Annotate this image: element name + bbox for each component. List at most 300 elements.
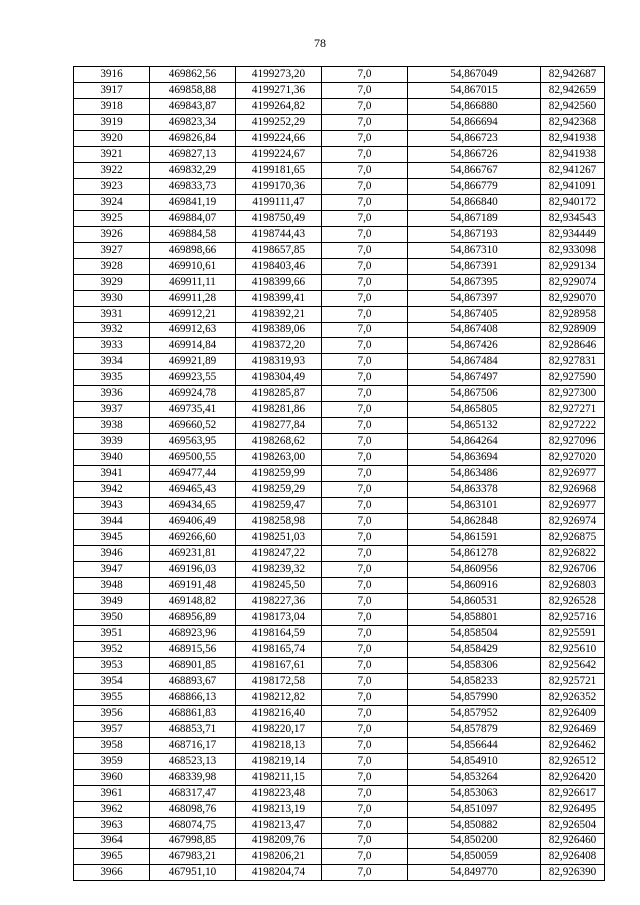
- longitude-cell: 82,927096: [541, 434, 605, 450]
- point-number-cell: 3949: [74, 593, 150, 609]
- table-row: [74, 753, 605, 769]
- x-coordinate-cell: 468716,17: [150, 737, 236, 753]
- point-number-cell: 3942: [74, 482, 150, 498]
- table-row: [74, 689, 605, 705]
- table-row: [74, 98, 605, 114]
- y-coordinate-cell: 4198403,46: [236, 258, 322, 274]
- longitude-cell: 82,926469: [541, 721, 605, 737]
- point-number-cell: 3924: [74, 194, 150, 210]
- x-coordinate-cell: 469148,82: [150, 593, 236, 609]
- accuracy-cell: 7,0: [322, 354, 408, 370]
- accuracy-cell: 7,0: [322, 530, 408, 546]
- x-coordinate-cell: 468915,56: [150, 641, 236, 657]
- point-number-cell: 3947: [74, 562, 150, 578]
- table-row: [74, 833, 605, 849]
- longitude-cell: 82,941267: [541, 162, 605, 178]
- x-coordinate-cell: 469827,13: [150, 146, 236, 162]
- y-coordinate-cell: 4198219,14: [236, 753, 322, 769]
- point-number-cell: 3964: [74, 833, 150, 849]
- table-row: [74, 82, 605, 98]
- table-row: [74, 498, 605, 514]
- x-coordinate-cell: 469921,89: [150, 354, 236, 370]
- y-coordinate-cell: 4198165,74: [236, 641, 322, 657]
- accuracy-cell: 7,0: [322, 514, 408, 530]
- longitude-cell: 82,926706: [541, 562, 605, 578]
- latitude-cell: 54,866779: [408, 178, 541, 194]
- accuracy-cell: 7,0: [322, 258, 408, 274]
- point-number-cell: 3927: [74, 242, 150, 258]
- x-coordinate-cell: 468074,75: [150, 817, 236, 833]
- point-number-cell: 3957: [74, 721, 150, 737]
- longitude-cell: 82,926968: [541, 482, 605, 498]
- latitude-cell: 54,861278: [408, 546, 541, 562]
- x-coordinate-cell: 469406,49: [150, 514, 236, 530]
- x-coordinate-cell: 469841,19: [150, 194, 236, 210]
- point-number-cell: 3953: [74, 657, 150, 673]
- table-row: [74, 593, 605, 609]
- accuracy-cell: 7,0: [322, 578, 408, 594]
- y-coordinate-cell: 4198259,47: [236, 498, 322, 514]
- longitude-cell: 82,940172: [541, 194, 605, 210]
- table-row: [74, 609, 605, 625]
- point-number-cell: 3935: [74, 370, 150, 386]
- point-number-cell: 3945: [74, 530, 150, 546]
- y-coordinate-cell: 4198750,49: [236, 210, 322, 226]
- latitude-cell: 54,851097: [408, 801, 541, 817]
- point-number-cell: 3916: [74, 67, 150, 83]
- latitude-cell: 54,865132: [408, 418, 541, 434]
- table-row: [74, 482, 605, 498]
- x-coordinate-cell: 468893,67: [150, 673, 236, 689]
- accuracy-cell: 7,0: [322, 657, 408, 673]
- y-coordinate-cell: 4198239,32: [236, 562, 322, 578]
- accuracy-cell: 7,0: [322, 146, 408, 162]
- y-coordinate-cell: 4198304,49: [236, 370, 322, 386]
- longitude-cell: 82,942560: [541, 98, 605, 114]
- y-coordinate-cell: 4199271,36: [236, 82, 322, 98]
- accuracy-cell: 7,0: [322, 402, 408, 418]
- longitude-cell: 82,926390: [541, 865, 605, 881]
- y-coordinate-cell: 4199224,66: [236, 130, 322, 146]
- x-coordinate-cell: 469563,95: [150, 434, 236, 450]
- y-coordinate-cell: 4198744,43: [236, 226, 322, 242]
- x-coordinate-cell: 469914,84: [150, 338, 236, 354]
- y-coordinate-cell: 4198399,41: [236, 290, 322, 306]
- latitude-cell: 54,858233: [408, 673, 541, 689]
- latitude-cell: 54,850200: [408, 833, 541, 849]
- latitude-cell: 54,853264: [408, 769, 541, 785]
- table-row: [74, 865, 605, 881]
- point-number-cell: 3960: [74, 769, 150, 785]
- longitude-cell: 82,925610: [541, 641, 605, 657]
- longitude-cell: 82,929074: [541, 274, 605, 290]
- accuracy-cell: 7,0: [322, 801, 408, 817]
- table-row: [74, 546, 605, 562]
- x-coordinate-cell: 469823,34: [150, 114, 236, 130]
- x-coordinate-cell: 469500,55: [150, 450, 236, 466]
- y-coordinate-cell: 4198223,48: [236, 785, 322, 801]
- latitude-cell: 54,850059: [408, 849, 541, 865]
- x-coordinate-cell: 468523,13: [150, 753, 236, 769]
- table-row: [74, 242, 605, 258]
- x-coordinate-cell: 467951,10: [150, 865, 236, 881]
- accuracy-cell: 7,0: [322, 833, 408, 849]
- longitude-cell: 82,941938: [541, 130, 605, 146]
- longitude-cell: 82,925642: [541, 657, 605, 673]
- point-number-cell: 3954: [74, 673, 150, 689]
- accuracy-cell: 7,0: [322, 306, 408, 322]
- y-coordinate-cell: 4198164,59: [236, 625, 322, 641]
- x-coordinate-cell: 469434,65: [150, 498, 236, 514]
- table-row: [74, 194, 605, 210]
- y-coordinate-cell: 4198218,13: [236, 737, 322, 753]
- accuracy-cell: 7,0: [322, 849, 408, 865]
- point-number-cell: 3958: [74, 737, 150, 753]
- longitude-cell: 82,942659: [541, 82, 605, 98]
- point-number-cell: 3955: [74, 689, 150, 705]
- x-coordinate-cell: 469910,61: [150, 258, 236, 274]
- accuracy-cell: 7,0: [322, 418, 408, 434]
- x-coordinate-cell: 469191,48: [150, 578, 236, 594]
- latitude-cell: 54,867391: [408, 258, 541, 274]
- point-number-cell: 3950: [74, 609, 150, 625]
- latitude-cell: 54,866880: [408, 98, 541, 114]
- accuracy-cell: 7,0: [322, 242, 408, 258]
- longitude-cell: 82,925716: [541, 609, 605, 625]
- x-coordinate-cell: 469477,44: [150, 466, 236, 482]
- table-row: [74, 530, 605, 546]
- y-coordinate-cell: 4199264,82: [236, 98, 322, 114]
- y-coordinate-cell: 4198167,61: [236, 657, 322, 673]
- latitude-cell: 54,867015: [408, 82, 541, 98]
- y-coordinate-cell: 4198372,20: [236, 338, 322, 354]
- accuracy-cell: 7,0: [322, 546, 408, 562]
- longitude-cell: 82,929070: [541, 290, 605, 306]
- table-row: [74, 434, 605, 450]
- y-coordinate-cell: 4198281,86: [236, 402, 322, 418]
- accuracy-cell: 7,0: [322, 625, 408, 641]
- y-coordinate-cell: 4199111,47: [236, 194, 322, 210]
- table-row: [74, 146, 605, 162]
- y-coordinate-cell: 4198213,19: [236, 801, 322, 817]
- table-row: [74, 737, 605, 753]
- table-row: [74, 258, 605, 274]
- accuracy-cell: 7,0: [322, 98, 408, 114]
- x-coordinate-cell: 468923,96: [150, 625, 236, 641]
- y-coordinate-cell: 4198216,40: [236, 705, 322, 721]
- y-coordinate-cell: 4198399,66: [236, 274, 322, 290]
- longitude-cell: 82,925721: [541, 673, 605, 689]
- y-coordinate-cell: 4198209,76: [236, 833, 322, 849]
- longitude-cell: 82,926495: [541, 801, 605, 817]
- point-number-cell: 3966: [74, 865, 150, 881]
- longitude-cell: 82,927222: [541, 418, 605, 434]
- longitude-cell: 82,929134: [541, 258, 605, 274]
- point-number-cell: 3936: [74, 386, 150, 402]
- point-number-cell: 3948: [74, 578, 150, 594]
- x-coordinate-cell: 469735,41: [150, 402, 236, 418]
- x-coordinate-cell: 468901,85: [150, 657, 236, 673]
- accuracy-cell: 7,0: [322, 482, 408, 498]
- y-coordinate-cell: 4198204,74: [236, 865, 322, 881]
- latitude-cell: 54,863378: [408, 482, 541, 498]
- x-coordinate-cell: 469231,81: [150, 546, 236, 562]
- latitude-cell: 54,861591: [408, 530, 541, 546]
- x-coordinate-cell: 469884,07: [150, 210, 236, 226]
- point-number-cell: 3921: [74, 146, 150, 162]
- y-coordinate-cell: 4198657,85: [236, 242, 322, 258]
- accuracy-cell: 7,0: [322, 641, 408, 657]
- point-number-cell: 3963: [74, 817, 150, 833]
- longitude-cell: 82,926528: [541, 593, 605, 609]
- accuracy-cell: 7,0: [322, 721, 408, 737]
- point-number-cell: 3933: [74, 338, 150, 354]
- table-row: [74, 354, 605, 370]
- longitude-cell: 82,925591: [541, 625, 605, 641]
- latitude-cell: 54,860531: [408, 593, 541, 609]
- accuracy-cell: 7,0: [322, 67, 408, 83]
- table-row: [74, 721, 605, 737]
- table-row: [74, 370, 605, 386]
- y-coordinate-cell: 4198259,29: [236, 482, 322, 498]
- accuracy-cell: 7,0: [322, 705, 408, 721]
- longitude-cell: 82,928646: [541, 338, 605, 354]
- point-number-cell: 3922: [74, 162, 150, 178]
- x-coordinate-cell: 468853,71: [150, 721, 236, 737]
- accuracy-cell: 7,0: [322, 162, 408, 178]
- latitude-cell: 54,866767: [408, 162, 541, 178]
- longitude-cell: 82,927020: [541, 450, 605, 466]
- latitude-cell: 54,858504: [408, 625, 541, 641]
- longitude-cell: 82,941091: [541, 178, 605, 194]
- y-coordinate-cell: 4199224,67: [236, 146, 322, 162]
- point-number-cell: 3920: [74, 130, 150, 146]
- point-number-cell: 3959: [74, 753, 150, 769]
- accuracy-cell: 7,0: [322, 130, 408, 146]
- longitude-cell: 82,934543: [541, 210, 605, 226]
- table-row: [74, 290, 605, 306]
- longitude-cell: 82,942687: [541, 67, 605, 83]
- point-number-cell: 3951: [74, 625, 150, 641]
- x-coordinate-cell: 468956,89: [150, 609, 236, 625]
- y-coordinate-cell: 4198268,62: [236, 434, 322, 450]
- longitude-cell: 82,926409: [541, 705, 605, 721]
- accuracy-cell: 7,0: [322, 769, 408, 785]
- table-row: [74, 114, 605, 130]
- table-row: [74, 641, 605, 657]
- point-number-cell: 3946: [74, 546, 150, 562]
- table-row: [74, 817, 605, 833]
- x-coordinate-cell: 469862,56: [150, 67, 236, 83]
- accuracy-cell: 7,0: [322, 817, 408, 833]
- latitude-cell: 54,867310: [408, 242, 541, 258]
- longitude-cell: 82,926977: [541, 498, 605, 514]
- point-number-cell: 3919: [74, 114, 150, 130]
- longitude-cell: 82,926408: [541, 849, 605, 865]
- accuracy-cell: 7,0: [322, 609, 408, 625]
- table-row: [74, 322, 605, 338]
- x-coordinate-cell: 469884,58: [150, 226, 236, 242]
- x-coordinate-cell: 468317,47: [150, 785, 236, 801]
- longitude-cell: 82,926462: [541, 737, 605, 753]
- latitude-cell: 54,867408: [408, 322, 541, 338]
- table-row: [74, 801, 605, 817]
- accuracy-cell: 7,0: [322, 322, 408, 338]
- table-row: [74, 402, 605, 418]
- y-coordinate-cell: 4198172,58: [236, 673, 322, 689]
- page-number: 78: [314, 36, 326, 50]
- latitude-cell: 54,857952: [408, 705, 541, 721]
- latitude-cell: 54,864264: [408, 434, 541, 450]
- table-row: [74, 785, 605, 801]
- x-coordinate-cell: 469465,43: [150, 482, 236, 498]
- point-number-cell: 3934: [74, 354, 150, 370]
- accuracy-cell: 7,0: [322, 434, 408, 450]
- latitude-cell: 54,866840: [408, 194, 541, 210]
- latitude-cell: 54,858801: [408, 609, 541, 625]
- longitude-cell: 82,928958: [541, 306, 605, 322]
- y-coordinate-cell: 4198173,04: [236, 609, 322, 625]
- latitude-cell: 54,850882: [408, 817, 541, 833]
- accuracy-cell: 7,0: [322, 498, 408, 514]
- accuracy-cell: 7,0: [322, 593, 408, 609]
- accuracy-cell: 7,0: [322, 562, 408, 578]
- latitude-cell: 54,863694: [408, 450, 541, 466]
- table-row: [74, 130, 605, 146]
- y-coordinate-cell: 4199181,65: [236, 162, 322, 178]
- x-coordinate-cell: 468866,13: [150, 689, 236, 705]
- x-coordinate-cell: 469898,66: [150, 242, 236, 258]
- x-coordinate-cell: 469833,73: [150, 178, 236, 194]
- accuracy-cell: 7,0: [322, 737, 408, 753]
- table-row: [74, 274, 605, 290]
- y-coordinate-cell: 4198227,36: [236, 593, 322, 609]
- y-coordinate-cell: 4198245,50: [236, 578, 322, 594]
- longitude-cell: 82,928909: [541, 322, 605, 338]
- y-coordinate-cell: 4198251,03: [236, 530, 322, 546]
- x-coordinate-cell: 469826,84: [150, 130, 236, 146]
- accuracy-cell: 7,0: [322, 82, 408, 98]
- accuracy-cell: 7,0: [322, 338, 408, 354]
- point-number-cell: 3928: [74, 258, 150, 274]
- x-coordinate-cell: 469832,29: [150, 162, 236, 178]
- table-row: [74, 673, 605, 689]
- point-number-cell: 3925: [74, 210, 150, 226]
- longitude-cell: 82,926803: [541, 578, 605, 594]
- point-number-cell: 3956: [74, 705, 150, 721]
- accuracy-cell: 7,0: [322, 370, 408, 386]
- x-coordinate-cell: 469858,88: [150, 82, 236, 98]
- latitude-cell: 54,857990: [408, 689, 541, 705]
- latitude-cell: 54,867405: [408, 306, 541, 322]
- y-coordinate-cell: 4198389,06: [236, 322, 322, 338]
- x-coordinate-cell: 467983,21: [150, 849, 236, 865]
- longitude-cell: 82,927271: [541, 402, 605, 418]
- latitude-cell: 54,867506: [408, 386, 541, 402]
- point-number-cell: 3952: [74, 641, 150, 657]
- latitude-cell: 54,863101: [408, 498, 541, 514]
- coordinates-table: [73, 66, 605, 881]
- latitude-cell: 54,866726: [408, 146, 541, 162]
- point-number-cell: 3941: [74, 466, 150, 482]
- x-coordinate-cell: 469266,60: [150, 530, 236, 546]
- accuracy-cell: 7,0: [322, 689, 408, 705]
- table-row: [74, 162, 605, 178]
- y-coordinate-cell: 4198392,21: [236, 306, 322, 322]
- longitude-cell: 82,926974: [541, 514, 605, 530]
- x-coordinate-cell: 468098,76: [150, 801, 236, 817]
- longitude-cell: 82,926512: [541, 753, 605, 769]
- point-number-cell: 3917: [74, 82, 150, 98]
- table-row: [74, 625, 605, 641]
- y-coordinate-cell: 4198277,84: [236, 418, 322, 434]
- point-number-cell: 3918: [74, 98, 150, 114]
- accuracy-cell: 7,0: [322, 386, 408, 402]
- latitude-cell: 54,867395: [408, 274, 541, 290]
- longitude-cell: 82,927300: [541, 386, 605, 402]
- longitude-cell: 82,942368: [541, 114, 605, 130]
- latitude-cell: 54,867426: [408, 338, 541, 354]
- latitude-cell: 54,867397: [408, 290, 541, 306]
- table-row: [74, 338, 605, 354]
- table-row: [74, 67, 605, 83]
- y-coordinate-cell: 4199170,36: [236, 178, 322, 194]
- accuracy-cell: 7,0: [322, 274, 408, 290]
- x-coordinate-cell: 468339,98: [150, 769, 236, 785]
- longitude-cell: 82,926352: [541, 689, 605, 705]
- point-number-cell: 3939: [74, 434, 150, 450]
- x-coordinate-cell: 469911,11: [150, 274, 236, 290]
- table-row: [74, 514, 605, 530]
- accuracy-cell: 7,0: [322, 450, 408, 466]
- latitude-cell: 54,853063: [408, 785, 541, 801]
- y-coordinate-cell: 4198220,17: [236, 721, 322, 737]
- point-number-cell: 3961: [74, 785, 150, 801]
- point-number-cell: 3965: [74, 849, 150, 865]
- point-number-cell: 3940: [74, 450, 150, 466]
- table-row: [74, 226, 605, 242]
- y-coordinate-cell: 4198263,00: [236, 450, 322, 466]
- table-row: [74, 578, 605, 594]
- y-coordinate-cell: 4198319,93: [236, 354, 322, 370]
- accuracy-cell: 7,0: [322, 194, 408, 210]
- table-row: [74, 562, 605, 578]
- table-row: [74, 306, 605, 322]
- latitude-cell: 54,863486: [408, 466, 541, 482]
- longitude-cell: 82,927590: [541, 370, 605, 386]
- coordinates-table-body: [74, 67, 605, 881]
- table-row: [74, 466, 605, 482]
- latitude-cell: 54,865805: [408, 402, 541, 418]
- point-number-cell: 3932: [74, 322, 150, 338]
- table-row: [74, 849, 605, 865]
- accuracy-cell: 7,0: [322, 290, 408, 306]
- longitude-cell: 82,927831: [541, 354, 605, 370]
- accuracy-cell: 7,0: [322, 673, 408, 689]
- longitude-cell: 82,926617: [541, 785, 605, 801]
- x-coordinate-cell: 469912,63: [150, 322, 236, 338]
- latitude-cell: 54,849770: [408, 865, 541, 881]
- latitude-cell: 54,867189: [408, 210, 541, 226]
- accuracy-cell: 7,0: [322, 114, 408, 130]
- table-row: [74, 418, 605, 434]
- x-coordinate-cell: 469196,03: [150, 562, 236, 578]
- latitude-cell: 54,866723: [408, 130, 541, 146]
- accuracy-cell: 7,0: [322, 210, 408, 226]
- point-number-cell: 3943: [74, 498, 150, 514]
- latitude-cell: 54,860916: [408, 578, 541, 594]
- point-number-cell: 3962: [74, 801, 150, 817]
